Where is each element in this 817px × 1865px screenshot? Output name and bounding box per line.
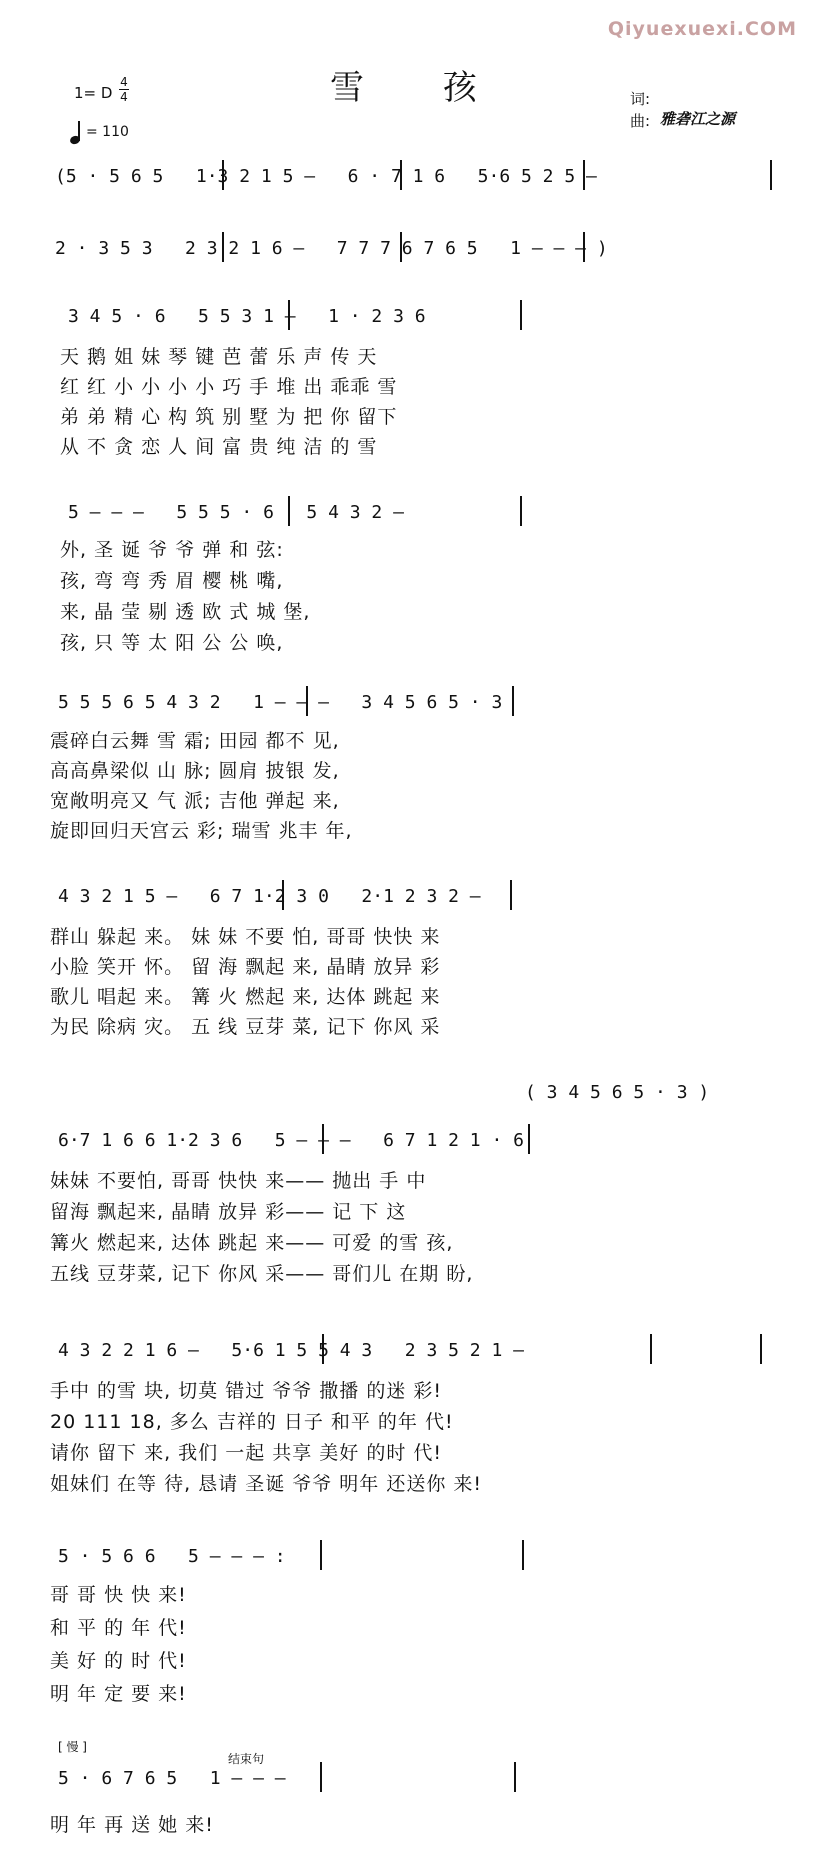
lyric-line: 手中 的雪 块, 切莫 错过 爷爷 撒播 的迷 彩! (50, 1380, 442, 1402)
notation-line (0, 160, 817, 194)
slow-marking: [ 慢 ] (58, 1740, 87, 1754)
composer-label: 曲: (630, 112, 651, 130)
lyric-line: 天 鹅 姐 妹 琴 键 芭 蕾 乐 声 传 天 (60, 346, 378, 368)
barline (650, 1334, 652, 1364)
notation-line (0, 300, 817, 334)
lyric-line: 明 年 再 送 她 来! (50, 1814, 214, 1836)
lyric-line: 姐妹们 在等 待, 恳请 圣诞 爷爷 明年 还送你 来! (50, 1473, 482, 1495)
notation-text: 2 · 3 5 3 2 3 2 1 6 – 7 7 7 6 7 6 5 1 – – – ) (55, 238, 608, 259)
notation-line (0, 1540, 817, 1574)
lyric-line: 明 年 定 要 来! (50, 1683, 187, 1705)
key-signature: 1= D (74, 84, 113, 102)
barline (320, 1540, 322, 1570)
notation-line (0, 232, 817, 266)
tempo-value: = 110 (86, 124, 129, 140)
notation-text: ( 3 4 5 6 5 · 3 ) (525, 1082, 710, 1103)
watermark: Qiyuexuexi.COM (607, 18, 797, 40)
notation-text: 5 5 5 6 5 4 3 2 1 – – – 3 4 5 6 5 · 3 (58, 692, 503, 713)
lyric-line: 高高鼻梁似 山 脉; 圆肩 披银 发, (50, 760, 340, 782)
lyric-line: 留海 飘起来, 晶睛 放异 彩—— 记 下 这 (50, 1201, 407, 1223)
lyric-line: 小脸 笑开 怀。 留 海 飘起 来, 晶睛 放异 彩 (50, 956, 441, 978)
lyric-line: 20 111 18, 多么 吉祥的 日子 和平 的年 代! (50, 1411, 454, 1433)
lyric-line: 弟 弟 精 心 构 筑 别 墅 为 把 你 留下 (60, 406, 398, 428)
barline (770, 160, 772, 190)
lyric-line: 妹妹 不要怕, 哥哥 快快 来—— 抛出 手 中 (50, 1170, 427, 1192)
barline (520, 300, 522, 330)
notation-text: 5 · 5 6 6 5 – – – : (58, 1546, 319, 1567)
lyric-line: 红 红 小 小 小 小 巧 手 堆 出 乖乖 雪 (60, 376, 398, 398)
notation-text: 4 3 2 1 5 – 6 7 1·2 3 0 2·1 2 3 2 – (58, 886, 481, 907)
barline (760, 1334, 762, 1364)
lyric-line: 篝火 燃起来, 达体 跳起 来—— 可爱 的雪 孩, (50, 1232, 454, 1254)
barline (510, 880, 512, 910)
barline (522, 1540, 524, 1570)
lyric-line: 歌儿 唱起 来。 篝 火 燃起 来, 达体 跳起 来 (50, 986, 441, 1008)
notation-line (0, 1334, 817, 1368)
lyric-line: 来, 晶 莹 剔 透 欧 式 城 堡, (60, 601, 311, 623)
lyric-line: 群山 躲起 来。 妹 妹 不要 怕, 哥哥 快快 来 (50, 926, 441, 948)
notation-line (0, 686, 817, 720)
composer-name: 雅砻江之源 (660, 110, 736, 128)
ending-marking: 结束句 (228, 1752, 265, 1766)
notation-line (0, 1124, 817, 1158)
quarter-note-icon (70, 120, 82, 144)
barline (528, 1124, 530, 1154)
notation-text: 6·7 1 6 6 1·2 3 6 5 – – – 6 7 1 2 1 · 6 (58, 1130, 524, 1151)
lyric-line: 为民 除病 灾。 五 线 豆芽 菜, 记下 你风 采 (50, 1016, 441, 1038)
lyric-line: 宽敞明亮又 气 派; 吉他 弹起 来, (50, 790, 340, 812)
lyric-line: 请你 留下 来, 我们 一起 共享 美好 的时 代! (50, 1442, 442, 1464)
notation-line (0, 880, 817, 914)
notation-text: 5 · 6 7 6 5 1 – – – (58, 1768, 351, 1789)
lyric-line: 孩, 弯 弯 秀 眉 樱 桃 嘴, (60, 570, 284, 592)
tempo-marking (70, 120, 129, 144)
lyric-line: 哥 哥 快 快 来! (50, 1584, 187, 1606)
lyric-line: 美 好 的 时 代! (50, 1650, 187, 1672)
lyric-line: 和 平 的 年 代! (50, 1617, 187, 1639)
notation-text: 5 – – – 5 5 5 · 6 5 4 3 2 – (68, 502, 404, 523)
time-signature: 4 4 (120, 75, 128, 104)
barline (520, 496, 522, 526)
notation-text: 4 3 2 2 1 6 – 5·6 1 5 5 4 3 2 3 5 2 1 – (58, 1340, 524, 1361)
lyric-line: 孩, 只 等 太 阳 公 公 唤, (60, 632, 284, 654)
notation-line (0, 1076, 817, 1110)
lyric-line: 震碎白云舞 雪 霜; 田园 都不 见, (50, 730, 340, 752)
notation-text: (5 · 5 6 5 1·3 2 1 5 – 6 · 7 1 6 5·6 5 2 5 – (55, 166, 630, 187)
barline (512, 686, 514, 716)
notation-line (0, 496, 817, 530)
notation-line (0, 1762, 817, 1796)
lyricist-label: 词: (630, 90, 651, 108)
lyric-line: 旋即回归天宫云 彩; 瑞雪 兆丰 年, (50, 820, 353, 842)
lyric-line: 从 不 贪 恋 人 间 富 贵 纯 洁 的 雪 (60, 436, 378, 458)
lyric-line: 五线 豆芽菜, 记下 你风 采—— 哥们儿 在期 盼, (50, 1263, 474, 1285)
notation-text: 3 4 5 · 6 5 5 3 1 – 1 · 2 3 6 (68, 306, 426, 327)
barline (514, 1762, 516, 1792)
lyric-line: 外, 圣 诞 爷 爷 弹 和 弦: (60, 539, 284, 561)
song-title: 雪 孩 (330, 68, 511, 108)
